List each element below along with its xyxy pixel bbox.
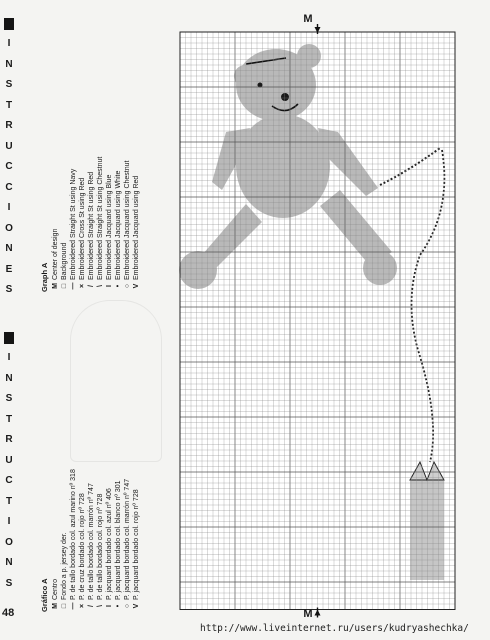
legend-symbol: M [52,283,59,289]
legend-symbol: • [115,604,122,608]
side-title-bottom-letter: I [7,352,11,363]
legend-symbol: / [88,605,95,607]
legend-symbol: □ [61,603,68,609]
side-title-bottom-letter: O [5,536,13,548]
side-title-bottom-letter: U [5,454,13,466]
legend-symbol: \ [97,605,104,607]
footer-url: http://www.liveinternet.ru/users/kudryashechka/ [200,623,469,634]
legend-symbol: ○ [124,603,131,609]
page-number: 48 [2,607,15,619]
side-title-bottom-letter: S [5,393,13,404]
side-title-bottom-letter: C [5,475,13,486]
legend-label: Background [61,242,68,280]
side-title-bottom-letter: S [5,577,13,589]
side-title-top-letter: U [5,140,13,152]
legend-label: P. de tallo bordado col. marrón nº 747 [88,483,95,600]
side-title-top-letter: C [5,161,13,172]
legend-symbol: I [106,605,113,607]
legend-label: Embroidered Jacquard using Chestnut [124,160,131,280]
legend-symbol: × [79,283,86,289]
legend-label: P. jacquard bordado col. marrón nº 747 [124,478,131,600]
side-title-top-letter: I [7,38,11,49]
legend-label: Embroidered Straight St using Red [88,171,95,280]
legend-label: Center of design [52,228,59,280]
legend-symbol: — [70,282,77,290]
legend-title: Graph A [40,262,49,292]
side-title-bottom-letter: N [5,372,13,384]
bear-nose [281,93,289,101]
side-title-top-letter: T [5,99,13,111]
legend-label: P. jacquard bordado col. blanco nº 301 [115,480,122,600]
legend-symbol: □ [61,283,68,289]
legend-label: Embroidered Jacquard using Red [133,175,140,280]
legend-symbol: I [106,285,113,287]
legend-label: P. de tallo bordado col. rojo nº 728 [97,493,104,600]
bear-right-foot [363,251,397,285]
center-marker-top: M [303,13,313,25]
side-title-top-letter: N [5,243,13,254]
side-title-bottom-letter: T [5,495,13,507]
center-marker-bottom: M [303,608,313,620]
side-title-bottom-letter: I [7,516,11,527]
legend-label: P. jacquard bordado col. azul nº 406 [106,488,113,600]
side-title-top-letter: S [5,284,13,295]
legend-label: Embroidered Jacquard using White [115,170,122,280]
side-title-bottom-letter: T [5,413,13,425]
side-title-top-letter: I [7,202,11,213]
legend-symbol: / [88,285,95,287]
side-title-top-letter: O [5,222,13,234]
side-title-bottom-letter: N [5,557,13,568]
legend-label: P. de tallo bordado col. azul marino nº 318 [70,469,77,600]
side-title-top-letter: E [5,263,13,275]
side-title-top-letter: C [5,181,13,193]
legend-symbol: M [52,603,59,609]
legend-symbol: V [133,603,140,609]
legend-symbol: V [133,283,140,289]
legend-label: Embroidered Straight St using Navy [70,168,77,280]
kite-tassel-body [410,480,444,580]
legend-label: Embroidered Straight St using Chestnut [97,156,104,280]
legend-label: P. jacquard bordado col. rojo nº 728 [133,489,140,600]
legend-title: Gráfico A [40,578,49,612]
legend-label: Fondo a p. jersey der. [61,532,68,600]
legend-symbol: × [79,603,86,609]
side-title-top-letter: R [5,120,13,131]
legend-symbol: — [70,602,77,610]
legend-label: Centro [52,578,59,600]
legend-symbol: \ [97,285,104,287]
side-title-top-letter: N [5,58,13,70]
legend-symbol: • [115,284,122,288]
legend-label: Embroidered Jacquard using Blue [106,174,113,280]
legend-symbol: ○ [124,283,131,289]
side-title-top-letter: S [5,79,13,90]
legend-label: Embroidered Cross St using Red [79,177,86,280]
side-title-bottom-letter: R [5,434,13,445]
bear-left-foot [179,251,217,289]
legend-label: P. de cruz bordado col. rojo nº 728 [79,493,86,600]
